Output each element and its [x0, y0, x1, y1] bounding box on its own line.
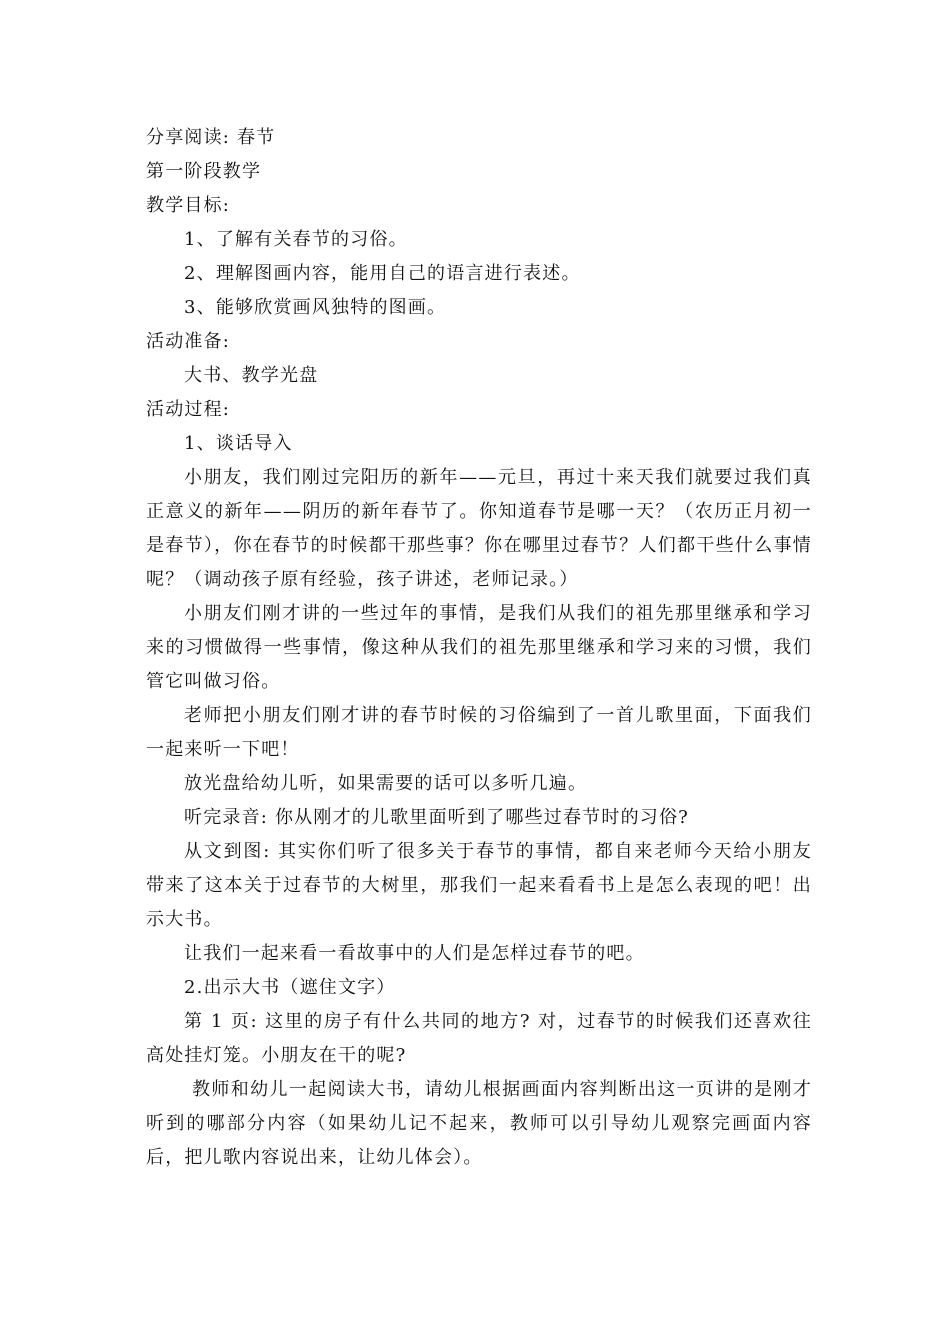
process-heading: 活动过程:	[146, 399, 231, 420]
paragraph-disc: 放光盘给幼儿听，如果需要的话可以多听几遍。	[184, 773, 588, 794]
paragraph-customs: 小朋友们刚才讲的一些过年的事情，是我们从我们的祖先那里继承和学习来的习惯做得一些事情，像这种从我们的祖先那里继承和学习来的习惯，我们管它叫做习俗。	[146, 603, 812, 692]
goal-item: 2、理解图画内容，能用自己的语言进行表述。	[184, 263, 581, 284]
paragraph-intro: 小朋友，我们刚过完阳历的新年——元旦，再过十来天我们就要过我们真正意义的新年——阴历的新年春节了。你知道春节是哪一天？（农历正月初一是春节），你在春节的时候都干那些事？你在哪里过春节？人们都干些什么事情呢？（调动孩子原有经验，孩子讲述，老师记录。）	[146, 467, 812, 590]
prep-heading: 活动准备:	[146, 331, 231, 352]
paragraph-after-listening: 听完录音: 你从刚才的儿歌里面听到了哪些过春节时的习俗?	[184, 807, 690, 828]
paragraph-page1: 第 1 页: 这里的房子有什么共同的地方? 对，过春节的时候我们还喜欢往高处挂灯笼。小朋友在干的呢?	[146, 1011, 812, 1066]
goals-heading: 教学目标:	[146, 195, 231, 216]
document-page	[146, 121, 812, 1175]
document-title: 分享阅读: 春节	[146, 127, 276, 148]
paragraph-song: 老师把小朋友们刚才讲的春节时候的习俗编到了一首儿歌里面，下面我们一起来听一下吧！	[146, 705, 812, 760]
step1-heading: 1、谈话导入	[184, 433, 293, 454]
paragraph-story: 让我们一起来看一看故事中的人们是怎样过春节的吧。	[184, 943, 645, 964]
paragraph-reading: 教师和幼儿一起阅读大书，请幼儿根据画面内容判断出这一页讲的是刚才听到的哪部分内容（如果幼儿记不起来，教师可以引导幼儿观察完画面内容后，把儿歌内容说出来，让幼儿体会）。	[146, 1079, 812, 1168]
goal-item: 3、能够欣赏画风独特的图画。	[184, 297, 447, 318]
stage-heading: 第一阶段教学	[146, 161, 262, 182]
prep-items: 大书、教学光盘	[184, 365, 319, 386]
paragraph-text-to-picture: 从文到图: 其实你们听了很多关于春节的事情，都自来老师今天给小朋友带来了这本关于过春节的大树里，那我们一起来看看书上是怎么表现的吧！出示大书。	[146, 841, 812, 930]
step2-heading: 2.出示大书（遮住文字）	[184, 977, 396, 998]
goal-item: 1、了解有关春节的习俗。	[184, 229, 408, 250]
